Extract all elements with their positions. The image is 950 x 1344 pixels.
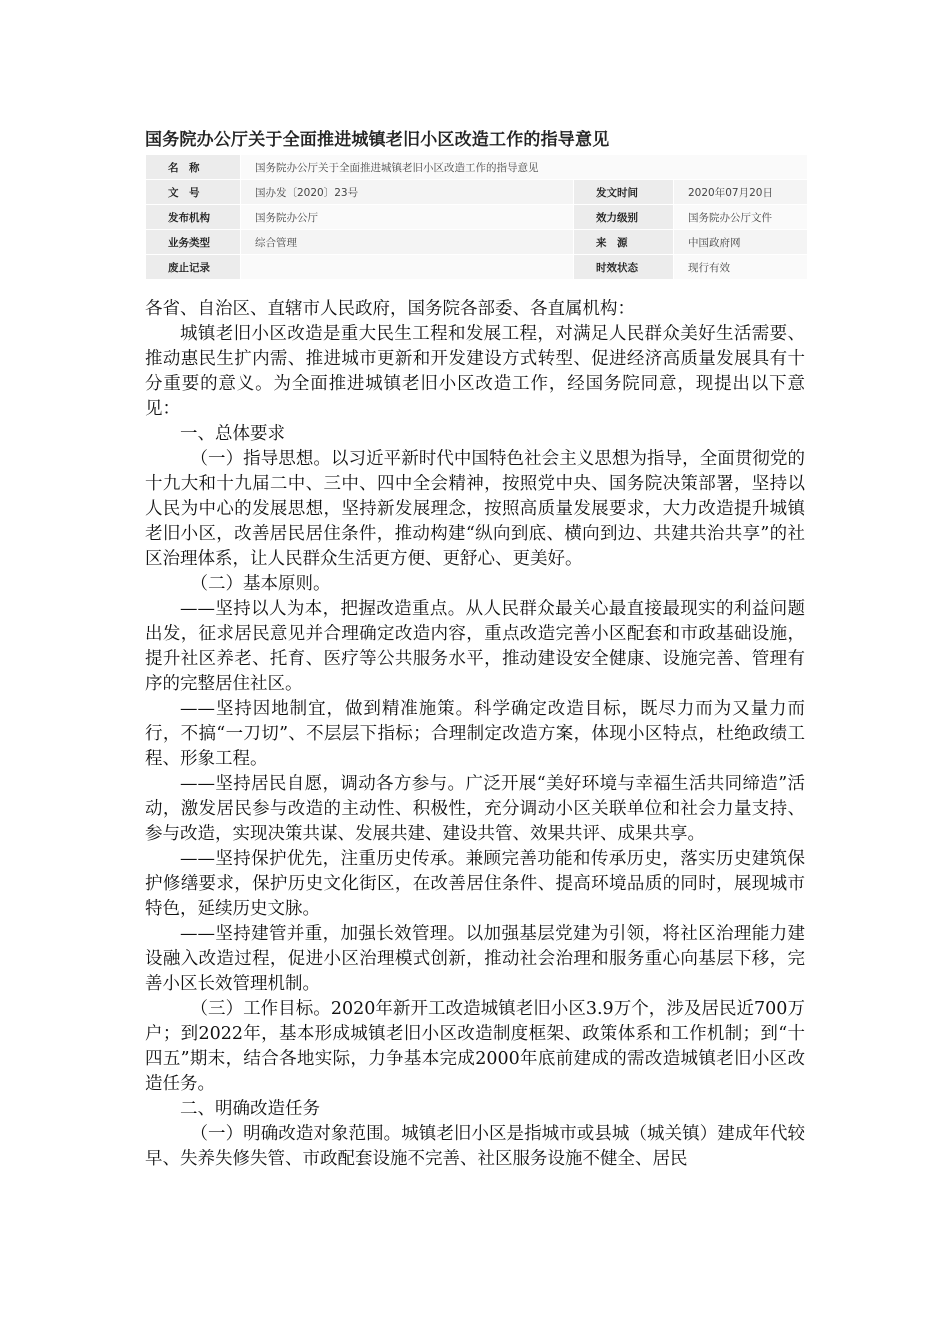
- table-row: [146, 255, 808, 280]
- issuer-label: 发布机构: [146, 205, 241, 230]
- source-value: 中国政府网: [674, 230, 808, 255]
- status-label: 时效状态: [574, 255, 674, 280]
- section-heading: 一、总体要求: [180, 424, 285, 444]
- abolish-value: [241, 255, 574, 280]
- name-value: 国务院办公厅关于全面推进城镇老旧小区改造工作的指导意见: [241, 155, 808, 180]
- page-title: 国务院办公厅关于全面推进城镇老旧小区改造工作的指导意见: [145, 130, 610, 150]
- document-info-table: [145, 154, 808, 280]
- category-value: 综合管理: [241, 230, 574, 255]
- body-paragraph: （三）工作目标。2020年新开工改造城镇老旧小区3.9万个，涉及居民近700万户；到2022年，基本形成城镇老旧小区改造制度框架、政策体系和工作机制；到“十四五”期末，结合各地实际，力争基本完成2000年底前建成的需改造城镇老旧小区改造任务。: [145, 999, 805, 1094]
- body-paragraph: ——坚持以人为本，把握改造重点。从人民群众最关心最直接最现实的利益问题出发，征求居民意见并合理确定改造内容，重点改造完善小区配套和市政基础设施，提升社区养老、托育、医疗等公共服务水平，推动建设安全健康、设施完善、管理有序的完整居住社区。: [145, 599, 805, 694]
- document-body: [145, 297, 805, 1172]
- category-label: 业务类型: [146, 230, 241, 255]
- table-row: [146, 155, 808, 180]
- body-paragraph: ——坚持居民自愿，调动各方参与。广泛开展“美好环境与幸福生活共同缔造”活动，激发居民参与改造的主动性、积极性，充分调动小区关联单位和社会力量支持、参与改造，实现决策共谋、发展共建、建设共管、效果共评、成果共享。: [145, 774, 805, 844]
- table-row: [146, 230, 808, 255]
- issue-date-label: 发文时间: [574, 180, 674, 205]
- table-row: [146, 180, 808, 205]
- level-value: 国务院办公厅文件: [674, 205, 808, 230]
- status-value: 现行有效: [674, 255, 808, 280]
- section-heading: 二、明确改造任务: [180, 1099, 320, 1119]
- doc-no-value: 国办发〔2020〕23号: [241, 180, 574, 205]
- name-label: 名 称: [146, 155, 241, 180]
- table-row: [146, 205, 808, 230]
- issue-date-value: 2020年07月20日: [674, 180, 808, 205]
- body-paragraph: ——坚持保护优先，注重历史传承。兼顾完善功能和传承历史，落实历史建筑保护修缮要求，保护历史文化街区，在改善居住条件、提高环境品质的同时，展现城市特色，延续历史文脉。: [145, 849, 805, 919]
- body-paragraph: （一）明确改造对象范围。城镇老旧小区是指城市或县城（城关镇）建成年代较早、失养失修失管、市政配套设施不完善、社区服务设施不健全、居民: [145, 1124, 805, 1169]
- salutation: 各省、自治区、直辖市人民政府，国务院各部委、各直属机构：: [145, 299, 635, 319]
- body-paragraph: ——坚持因地制宜，做到精准施策。科学确定改造目标，既尽力而为又量力而行，不搞“一刀切”、不层层下指标；合理制定改造方案，体现小区特点，杜绝政绩工程、形象工程。: [145, 699, 805, 769]
- subsection-heading: （二）基本原则。: [190, 574, 331, 594]
- issuer-value: 国务院办公厅: [241, 205, 574, 230]
- body-paragraph: （一）指导思想。以习近平新时代中国特色社会主义思想为指导，全面贯彻党的十九大和十九届二中、三中、四中全会精神，按照党中央、国务院决策部署，坚持以人民为中心的发展思想，坚持新发展理念，按照高质量发展要求，大力改造提升城镇老旧小区，改善居民居住条件，推动构建“纵向到底、横向到边、共建共治共享”的社区治理体系，让人民群众生活更方便、更舒心、更美好。: [145, 449, 805, 569]
- level-label: 效力级别: [574, 205, 674, 230]
- source-label: 来 源: [574, 230, 674, 255]
- abolish-label: 废止记录: [146, 255, 241, 280]
- doc-no-label: 文 号: [146, 180, 241, 205]
- body-paragraph: ——坚持建管并重，加强长效管理。以加强基层党建为引领，将社区治理能力建设融入改造过程，促进小区治理模式创新，推动社会治理和服务重心向基层下移，完善小区长效管理机制。: [145, 924, 805, 994]
- body-paragraph: 城镇老旧小区改造是重大民生工程和发展工程，对满足人民群众美好生活需要、推动惠民生扩内需、推进城市更新和开发建设方式转型、促进经济高质量发展具有十分重要的意义。为全面推进城镇老旧小区改造工作，经国务院同意，现提出以下意见：: [145, 324, 805, 419]
